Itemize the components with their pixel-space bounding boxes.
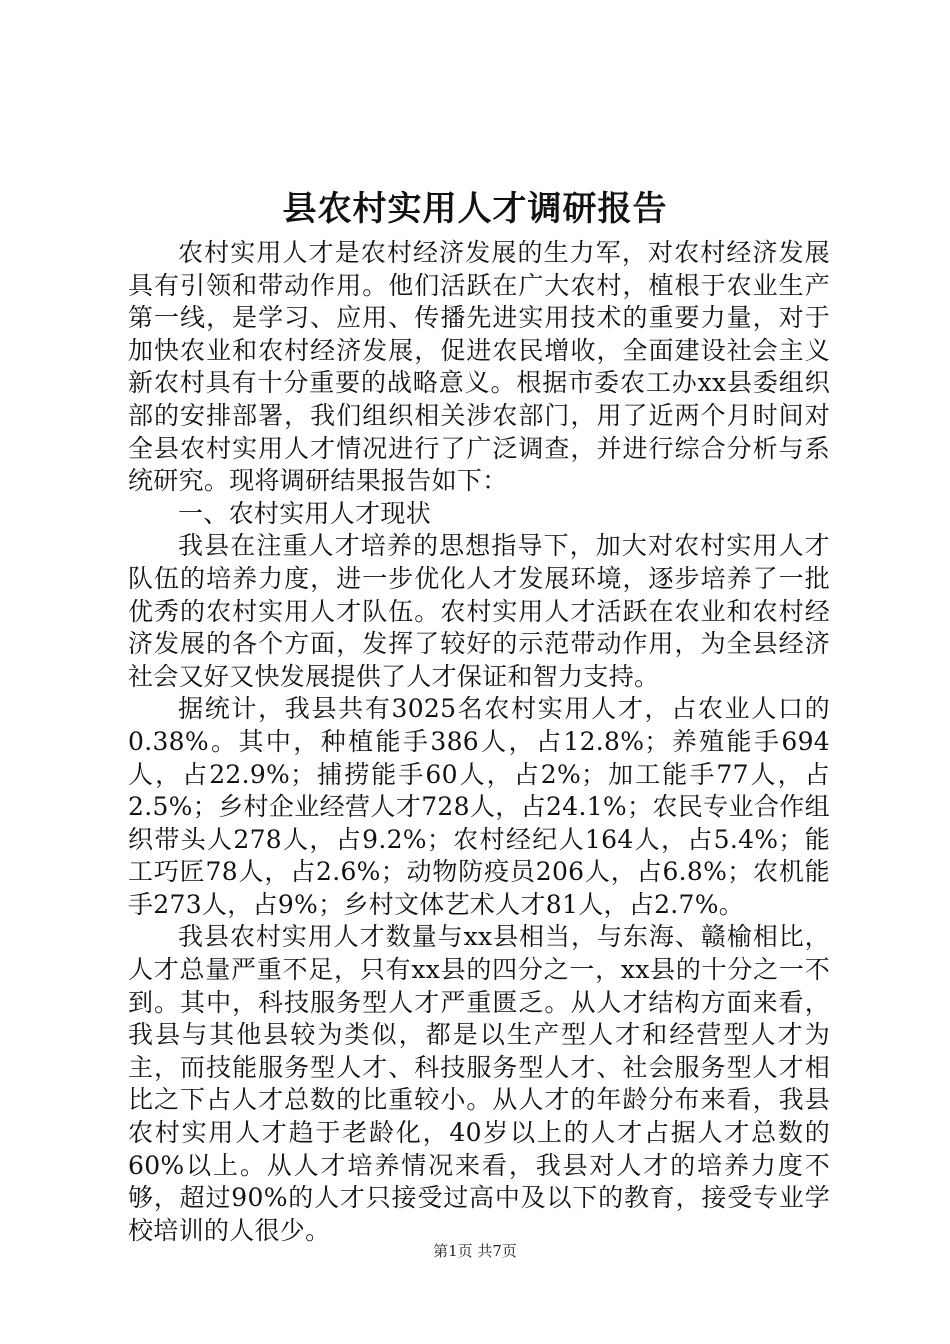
document-title: 县农村实用人才调研报告 [282, 189, 668, 229]
intro-paragraph: 农村实用人才是农村经济发展的生力军，对农村经济发展具有引领和带动作用。他们活跃在广大农村，植根于农业生产第一线，是学习、应用、传播先进实用技术的重要力量，对于加快农业和农村经济发展，促进农民增收，全面建设社会主义新农村具有十分重要的战略意义。根据市委农工办xx县委组织部的安排部署，我们组织相关涉农部门，用了近两个月时间对全县农村实用人才情况进行了广泛调查，并进行综合分析与系统研究。现将调研结果报告如下： [128, 238, 830, 496]
comparison-paragraph: 我县农村实用人才数量与xx县相当，与东海、赣榆相比，人才总量严重不足，只有xx县的四分之一，xx县的十分之一不到。其中，科技服务型人才严重匮乏。从人才结构方面来看，我县与其他县较为类似，都是以生产型人才和经营型人才为主，而技能服务型人才、科技服务型人才、社会服务型人才相比之下占人才总数的比重较小。从人才的年龄分布来看，我县农村实用人才趋于老龄化，40岁以上的人才占据人才总数的60%以上。从人才培养情况来看，我县对人才的培养力度不够，超过90%的人才只接受过高中及以下的教育，接受专业学校培训的人很少。 [128, 922, 830, 1245]
section-heading: 一、农村实用人才现状 [178, 498, 432, 528]
document-body [128, 237, 830, 1247]
status-paragraph: 我县在注重人才培养的思想指导下，加大对农村实用人才队伍的培养力度，进一步优化人才发展环境，逐步培养了一批优秀的农村实用人才队伍。农村实用人才活跃在农业和农村经济发展的各个方面，发挥了较好的示范带动作用，为全县经济社会又好又快发展提供了人才保证和智力支持。 [128, 531, 830, 691]
page-number-footer: 第1页 共7页 [433, 1242, 517, 1260]
statistics-paragraph: 据统计，我县共有3025名农村实用人才，占农业人口的0.38%。其中，种植能手386人，占12.8%；养殖能手694人，占22.9%；捕捞能手60人，占2%；加工能手77人，占2.5%；乡村企业经营人才728人，占24.1%；农民专业合作组织带头人278人，占9.2%；农村经纪人164人，占5.4%；能工巧匠78人，占2.6%；动物防疫员206人，占6.8%；农机能手273人，占9%；乡村文体艺术人才81人，占2.7%。 [128, 694, 830, 919]
